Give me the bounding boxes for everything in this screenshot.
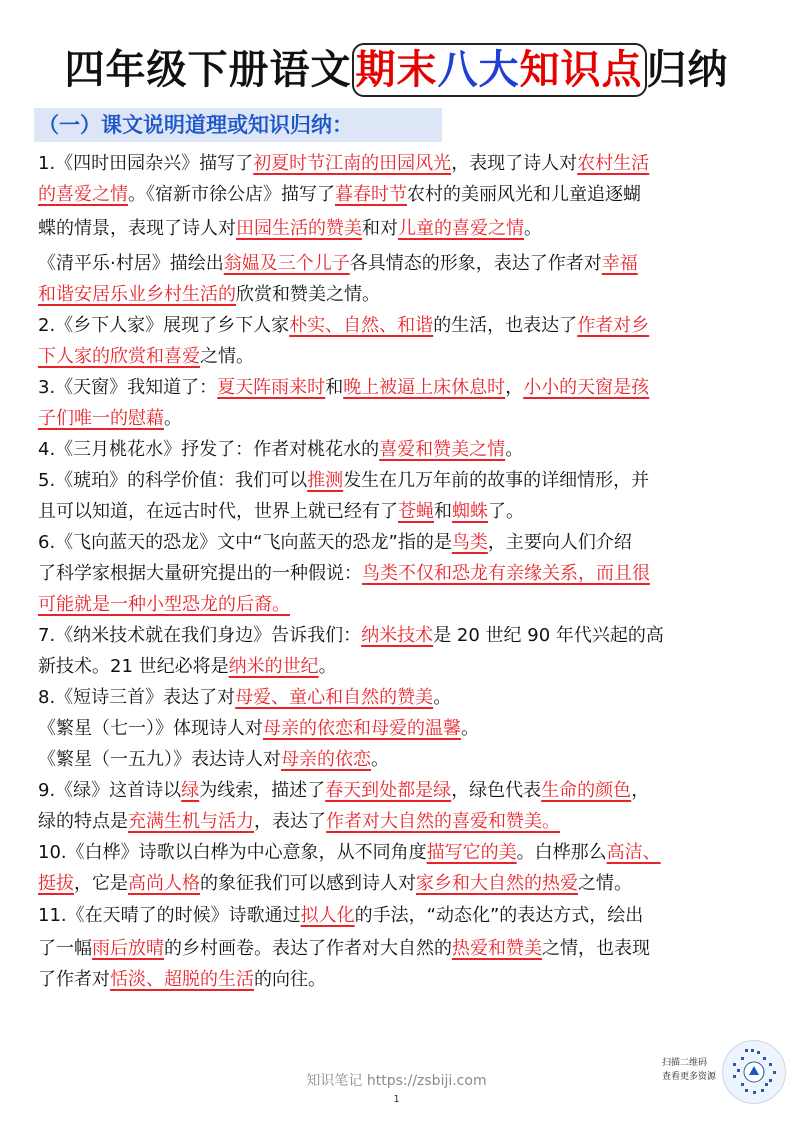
text-segment: 1.《四时田园杂兴》描写了 xyxy=(38,153,254,174)
text-line xyxy=(38,837,760,868)
text-line xyxy=(38,651,760,682)
text-segment: 发生在几万年前的故事的详细情形，并 xyxy=(343,470,650,491)
text-segment: ， xyxy=(505,377,524,398)
text-segment: 各具情态的形象，表达了作者对 xyxy=(349,253,602,274)
text-line xyxy=(38,899,760,933)
text-segment: 。 xyxy=(371,749,389,770)
text-segment: 新技术。21 世纪必将是 xyxy=(38,656,229,677)
text-segment: 5.《琥珀》的科学价值：我们可以 xyxy=(38,470,308,491)
text-line xyxy=(38,713,760,744)
text-segment: 。白桦那么 xyxy=(516,842,607,863)
text-line xyxy=(38,682,760,713)
text-segment: 是 20 世纪 90 年代兴起的高 xyxy=(433,625,664,646)
qr-caption-line2: 查看更多资源 xyxy=(662,1072,717,1082)
highlighted-answer: 挺拔 xyxy=(38,873,74,894)
text-line xyxy=(38,310,760,341)
text-line xyxy=(38,964,760,995)
page-number: 1 xyxy=(393,1094,400,1105)
text-segment: ，表现了诗人对 xyxy=(451,153,578,174)
highlighted-answer: 充满生机与活力 xyxy=(128,811,254,832)
qr-caption xyxy=(662,1056,720,1084)
highlighted-answer: 幸福 xyxy=(601,253,638,274)
text-segment: 了。 xyxy=(488,501,524,522)
text-line xyxy=(38,620,760,651)
text-segment: 的生活，也表达了 xyxy=(433,315,578,336)
text-segment: 4.《三月桃花水》抒发了：作者对桃花水的 xyxy=(38,439,380,460)
highlighted-answer: 田园生活的赞美 xyxy=(236,218,362,239)
text-segment: 之情。 xyxy=(578,873,632,894)
text-line xyxy=(38,527,760,558)
text-segment: 和 xyxy=(325,377,344,398)
highlighted-answer: 推测 xyxy=(307,470,344,491)
highlighted-answer: 可能就是一种小型恐龙的后裔。 xyxy=(38,594,290,615)
text-segment: 绿的特点是 xyxy=(38,811,128,832)
text-segment: 蝶的情景，表现了诗人对 xyxy=(38,218,236,239)
text-segment: 和 xyxy=(434,501,452,522)
highlighted-answer: 下人家的欣赏和喜爱 xyxy=(38,346,200,367)
text-line xyxy=(38,279,760,310)
highlighted-answer: 苍蝇 xyxy=(398,501,434,522)
highlighted-answer: 家乡和大自然的热爱 xyxy=(416,873,578,894)
highlighted-answer: 热爱和赞美 xyxy=(452,938,542,959)
text-segment: ，绿色代表 xyxy=(451,780,542,801)
text-line xyxy=(38,210,760,248)
text-segment: 8.《短诗三首》表达了对 xyxy=(38,687,236,708)
text-segment: 欣赏和赞美之情。 xyxy=(236,284,380,305)
highlighted-answer: 作者对大自然的喜爱和赞美。 xyxy=(326,811,560,832)
text-line xyxy=(38,434,760,465)
text-segment: 。 xyxy=(318,656,337,677)
text-segment: 为线索，描述了 xyxy=(199,780,326,801)
text-segment: 2.《乡下人家》展现了乡下人家 xyxy=(38,315,290,336)
highlighted-answer: 拟人化 xyxy=(300,905,355,926)
highlighted-answer: 和谐安居乐业乡村生活的 xyxy=(38,284,236,305)
title-part2b: 八大 xyxy=(437,47,520,93)
highlighted-answer: 高尚人格 xyxy=(128,873,200,894)
text-segment: 《繁星（七一）》体现诗人对 xyxy=(38,718,263,739)
text-line xyxy=(38,148,760,179)
document-body xyxy=(38,148,760,995)
text-line xyxy=(38,341,760,372)
text-line xyxy=(38,372,760,403)
text-line xyxy=(38,496,760,527)
highlighted-answer: 翁媪及三个儿子 xyxy=(223,253,350,274)
highlighted-answer: 儿童的喜爱之情 xyxy=(398,218,524,239)
footer-watermark: 知识笔记 https://zsbiji.com xyxy=(306,1073,487,1089)
text-line xyxy=(38,179,760,210)
text-line xyxy=(38,465,760,496)
highlighted-answer: 农村生活 xyxy=(577,153,650,174)
title-part3: 归纳 xyxy=(646,47,729,93)
highlighted-answer: 作者对乡 xyxy=(577,315,650,336)
highlighted-answer: 鸟类不仅和恐龙有亲缘关系，而且很 xyxy=(362,563,650,584)
highlighted-answer: 春天到处都是绿 xyxy=(325,780,452,801)
text-line xyxy=(38,933,760,964)
text-segment: 了作者对 xyxy=(38,969,110,990)
text-segment: 。 xyxy=(505,439,524,460)
highlighted-answer: 绿 xyxy=(181,780,200,801)
text-segment: 之情，也表现 xyxy=(542,938,650,959)
text-segment: 。 xyxy=(524,218,542,239)
text-segment: 11.《在天晴了的时候》诗歌通过 xyxy=(38,905,301,926)
highlighted-answer: 小小的天窗是孩 xyxy=(523,377,650,398)
highlighted-answer: 母亲的依恋和母爱的温馨 xyxy=(263,718,461,739)
text-segment: 了一幅 xyxy=(38,938,92,959)
text-segment: 10.《白桦》诗歌以白桦为中心意象，从不同角度 xyxy=(38,842,427,863)
text-segment: 。 xyxy=(164,408,182,429)
text-segment: 且可以知道，在远古时代，世界上就已经有了 xyxy=(38,501,398,522)
text-segment: ，它是 xyxy=(74,873,128,894)
text-segment: 了科学家根据大量研究提出的一种假说： xyxy=(38,563,362,584)
text-segment: 9.《绿》这首诗以 xyxy=(38,780,182,801)
highlighted-answer: 晚上被逼上床休息时 xyxy=(343,377,506,398)
highlighted-answer: 生命的颜色 xyxy=(541,780,632,801)
text-line xyxy=(38,248,760,279)
text-segment: ，主要向人们介绍 xyxy=(487,532,632,553)
text-segment: 3.《天窗》我知道了： xyxy=(38,377,218,398)
highlighted-answer: 的喜爱之情 xyxy=(38,184,128,205)
text-segment: 《清平乐·村居》描绘出 xyxy=(38,253,224,274)
highlighted-answer: 母爱、童心和自然的赞美 xyxy=(235,687,434,708)
highlighted-answer: 纳米技术 xyxy=(361,625,434,646)
section-heading: （一）课文说明道理或知识归纳： xyxy=(34,108,442,142)
title-part2c: 知识点 xyxy=(519,47,643,93)
highlighted-answer: 朴实、自然、和谐 xyxy=(289,315,434,336)
highlighted-answer: 纳米的世纪 xyxy=(228,656,319,677)
qr-caption-line1: 扫描二维码 xyxy=(662,1058,708,1068)
text-line xyxy=(38,558,760,589)
qr-code-icon[interactable] xyxy=(722,1040,786,1104)
highlighted-answer: 鸟类 xyxy=(451,532,488,553)
highlighted-answer: 母亲的依恋 xyxy=(281,749,371,770)
title-part2a: 期末 xyxy=(355,47,438,93)
text-segment: 和对 xyxy=(362,218,398,239)
text-segment: 7.《纳米技术就在我们身边》告诉我们： xyxy=(38,625,362,646)
text-segment: 。 xyxy=(433,687,452,708)
highlighted-answer: 蜘蛛 xyxy=(452,501,488,522)
text-segment: 的象征我们可以感到诗人对 xyxy=(200,873,416,894)
highlighted-answer: 高洁、 xyxy=(606,842,661,863)
text-line xyxy=(38,589,760,620)
highlighted-answer: 子们唯一的慰藉 xyxy=(38,408,164,429)
highlighted-answer: 喜爱和赞美之情 xyxy=(379,439,506,460)
text-segment: ，表达了 xyxy=(254,811,326,832)
text-segment: 《繁星（一五九）》表达诗人对 xyxy=(38,749,281,770)
text-line xyxy=(38,403,760,434)
highlighted-answer: 描写它的美 xyxy=(426,842,517,863)
text-line xyxy=(38,744,760,775)
text-line xyxy=(38,806,760,837)
text-segment: 之情。 xyxy=(200,346,254,367)
text-segment: 的乡村画卷。表达了作者对大自然的 xyxy=(164,938,452,959)
text-segment: ， xyxy=(631,780,650,801)
title-part1: 四年级下册语文 xyxy=(64,47,352,93)
highlighted-answer: 初夏时节江南的田园风光 xyxy=(253,153,452,174)
text-segment: 的向往。 xyxy=(254,969,326,990)
text-line xyxy=(38,775,760,806)
text-segment: 的手法，“动态化”的表达方式，绘出 xyxy=(354,905,644,926)
highlighted-answer: 暮春时节 xyxy=(335,184,407,205)
text-segment: 6.《飞向蓝天的恐龙》文中“飞向蓝天的恐龙”指的是 xyxy=(38,532,452,553)
text-segment: 农村的美丽风光和儿童追逐蝴 xyxy=(407,184,641,205)
highlighted-answer: 恬淡、超脱的生活 xyxy=(110,969,254,990)
highlighted-answer: 夏天阵雨来时 xyxy=(217,377,326,398)
title-highlight-box xyxy=(352,43,647,97)
text-segment: 。 xyxy=(461,718,479,739)
page-title xyxy=(0,38,793,97)
highlighted-answer: 雨后放晴 xyxy=(92,938,164,959)
text-segment: 。《宿新市徐公店》描写了 xyxy=(128,184,335,205)
text-line xyxy=(38,868,760,899)
